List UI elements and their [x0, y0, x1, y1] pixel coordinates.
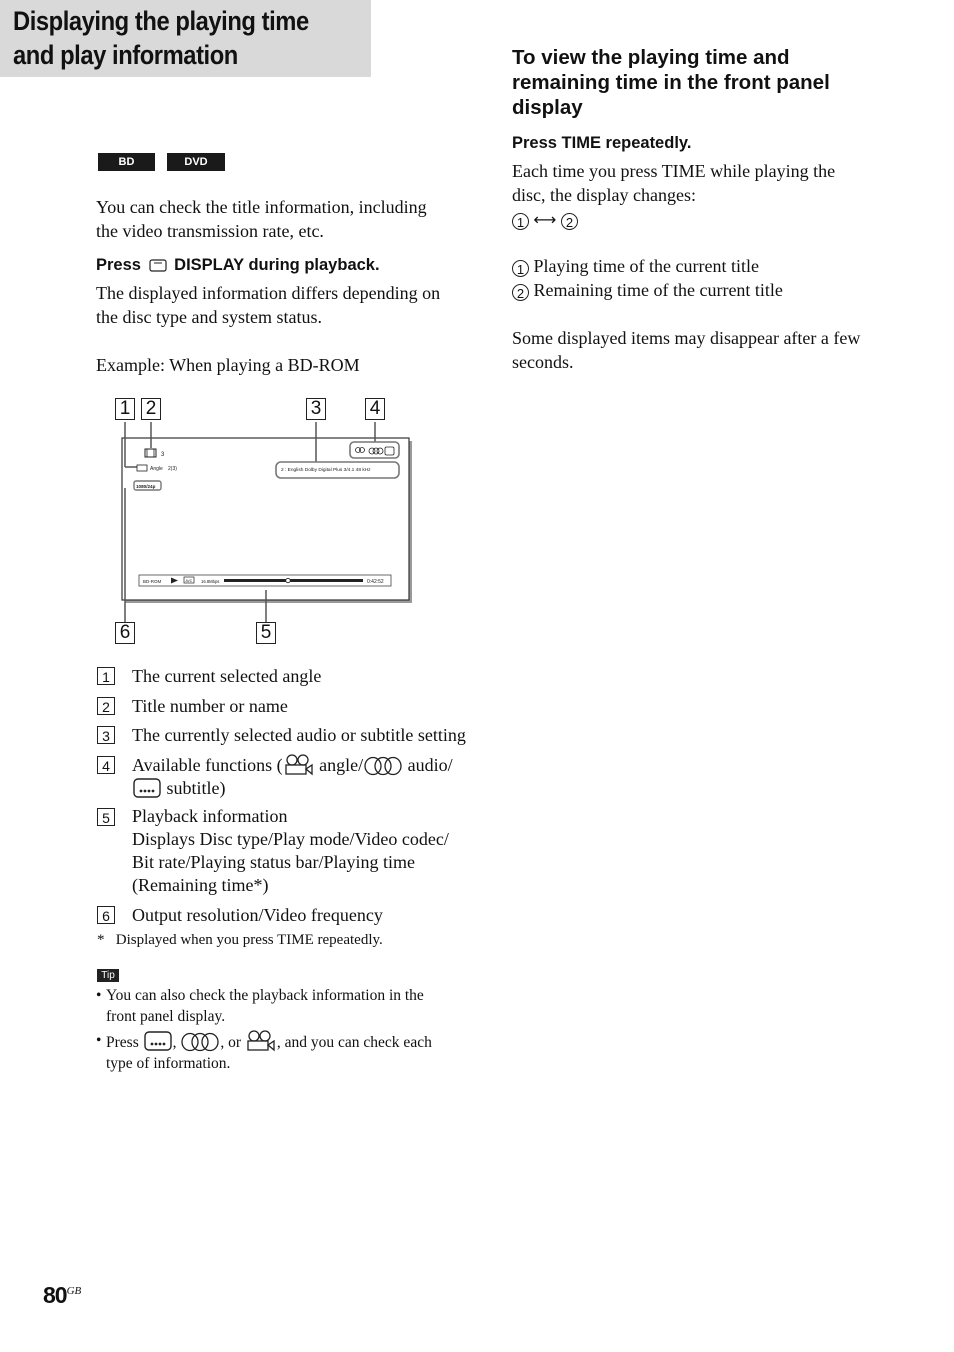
intro-text: You can check the title information, including the video transmission rate, etc. — [96, 197, 427, 241]
diagram-title-number: 3 — [161, 452, 165, 458]
display-button-icon — [148, 257, 168, 273]
audio-icon — [363, 756, 403, 776]
angle-icon — [283, 754, 315, 776]
section-title-box — [0, 0, 371, 77]
callout-2: 2 — [141, 398, 161, 420]
screen-diagram — [115, 420, 420, 625]
diagram-audio-info: 2 : English Dolby Digital Plus 3/4.1 48 kHz — [281, 468, 371, 473]
callout-6: 6 — [115, 622, 135, 644]
diagram-angle-value: 2(3) — [168, 466, 177, 472]
page-number: $80^{GB}$ — [43, 1282, 82, 1308]
diagram-codec: AVC — [185, 579, 193, 583]
diagram-disc-type: BD-ROM — [143, 579, 162, 584]
callout-3: 3 — [306, 398, 326, 420]
dvd-badge: DVD — [167, 153, 225, 171]
right-description: Each time you press TIME while playing the disc, the display changes: 1 ⟷ 2 — [512, 161, 836, 230]
callout-5: 5 — [256, 622, 276, 644]
example-caption: Example: When playing a BD-ROM — [96, 355, 360, 375]
footnote: * Displayed when you press TIME repeatedly. — [97, 932, 383, 948]
callout-4: 4 — [365, 398, 385, 420]
right-step: Press TIME repeatedly. — [512, 134, 692, 152]
cycle-2: 2 — [561, 213, 578, 230]
subtitle-icon — [132, 777, 162, 799]
cycle-1: 1 — [512, 213, 529, 230]
cycle-arrow: ⟷ — [533, 210, 557, 229]
tip-label: Tip — [97, 969, 119, 982]
step-description: The displayed information differs depending on the disc type and system status. — [96, 283, 441, 327]
section-title: Displaying the playing time and play information — [13, 6, 309, 70]
diagram-time: 0:42:52 — [367, 579, 384, 585]
callout-1: 1 — [115, 398, 135, 420]
subtitle-button-icon — [143, 1030, 173, 1052]
step-display: Press DISPLAY during playback. — [96, 256, 380, 274]
audio-button-icon — [180, 1032, 220, 1052]
right-heading: To view the playing time and remaining time in the front panel display — [512, 46, 830, 119]
diagram-bitrate: 16.8Mbps — [201, 579, 220, 584]
right-time-list: 1 Playing time of the current title 2 Remaining time of the current title — [512, 254, 902, 302]
diagram-resolution: 1080/24p — [136, 484, 156, 489]
diagram-angle-label: Angle — [150, 466, 163, 472]
angle-button-icon — [245, 1030, 277, 1052]
bd-badge: BD — [98, 153, 155, 171]
right-note: Some displayed items may disappear after a few seconds. — [512, 328, 861, 372]
